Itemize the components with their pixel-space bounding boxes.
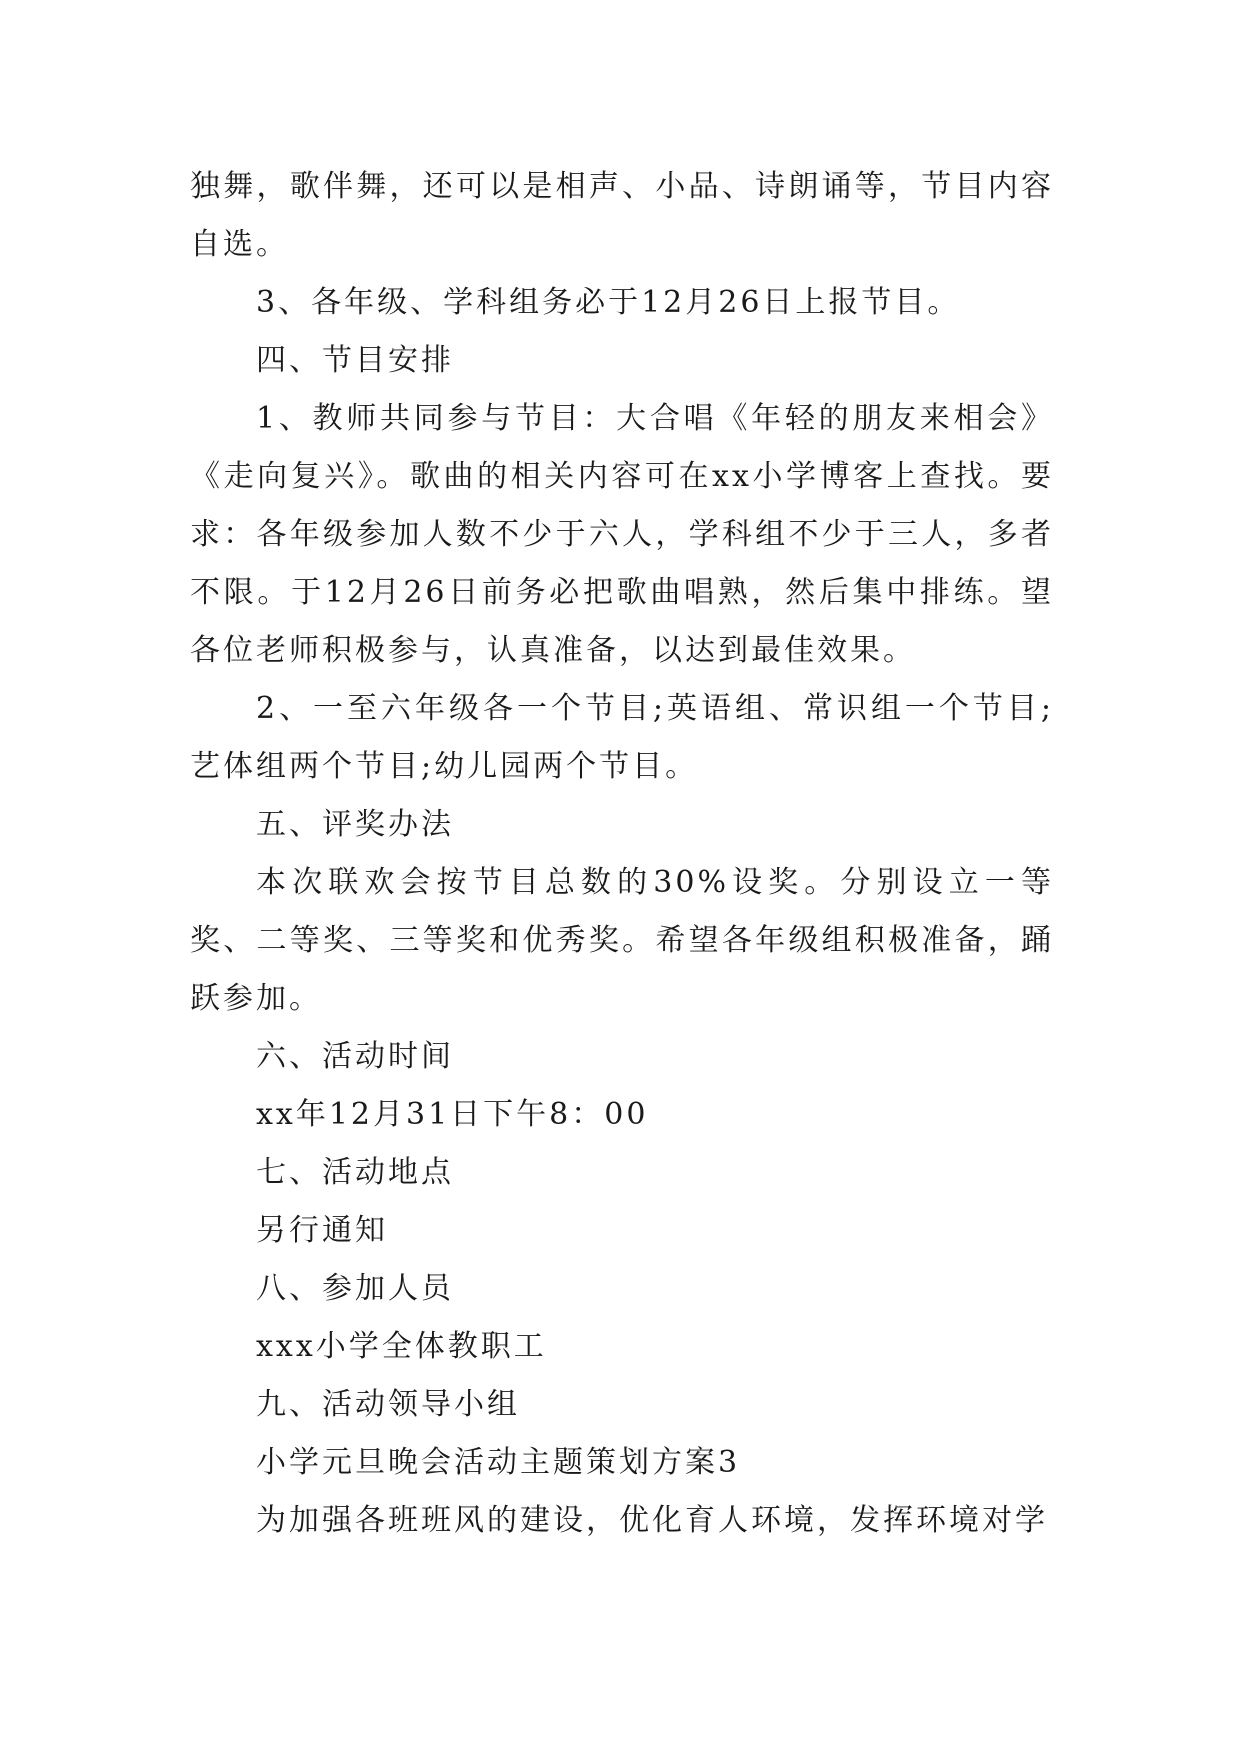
section-heading-event-location: 七、活动地点: [256, 1155, 454, 1190]
paragraph-plan-3-intro: 为加强各班班风的建设，优化育人环境，发挥环境对学: [256, 1503, 1048, 1538]
paragraph-program-types: 独舞，歌伴舞，还可以是相声、小品、诗朗诵等，节目内容自选。: [190, 169, 1054, 262]
paragraph-submission-deadline: 3、各年级、学科组务必于12月26日上报节目。: [256, 285, 961, 320]
paragraph-participants: xxx小学全体教职工: [256, 1329, 547, 1364]
document-title-plan-3: 小学元旦晚会活动主题策划方案3: [256, 1445, 741, 1480]
paragraph-teacher-chorus: 1、教师共同参与节目：大合唱《年轻的朋友来相会》《走向复兴》。歌曲的相关内容可在xx小学博客上查找。要求：各年级参加人数不少于六人，学科组不少于三人，多者不限。于12月26日前务必把歌曲唱熟，然后集中排练。望各位老师积极参与，认真准备，以达到最佳效果。: [190, 401, 1054, 668]
section-heading-program-arrangement: 四、节目安排: [256, 343, 454, 378]
section-heading-award-rules: 五、评奖办法: [256, 807, 454, 842]
section-heading-participants: 八、参加人员: [256, 1271, 454, 1306]
paragraph-program-allocation: 2、一至六年级各一个节目;英语组、常识组一个节目;艺体组两个节目;幼儿园两个节目。: [190, 691, 1054, 784]
document-body: [190, 158, 1054, 1550]
paragraph-award-details: 本次联欢会按节目总数的30%设奖。分别设立一等奖、二等奖、三等奖和优秀奖。希望各年级组积极准备，踊跃参加。: [190, 865, 1054, 1016]
section-heading-leadership-group: 九、活动领导小组: [256, 1387, 520, 1422]
paragraph-event-time: xx年12月31日下午8：00: [256, 1097, 649, 1132]
section-heading-event-time: 六、活动时间: [256, 1039, 454, 1074]
paragraph-event-location: 另行通知: [256, 1213, 388, 1248]
